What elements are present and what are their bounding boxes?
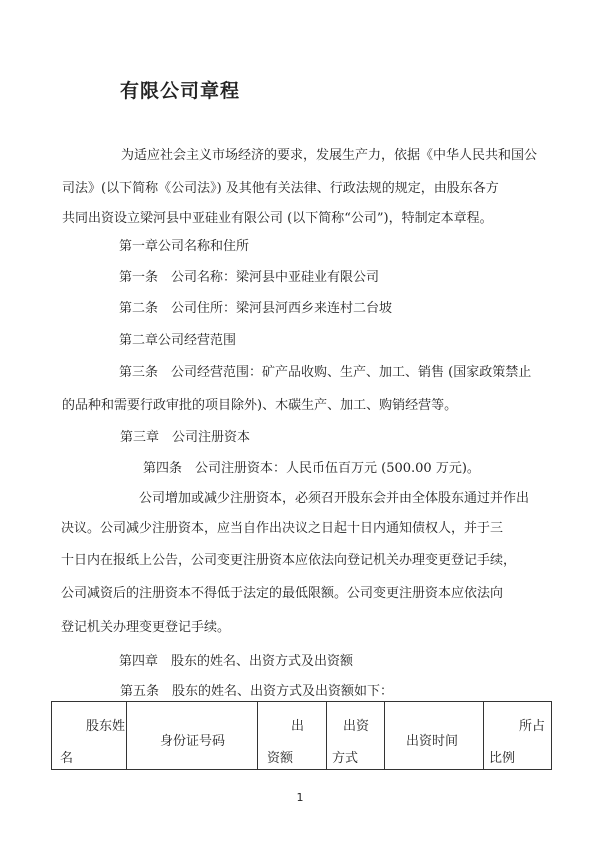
paragraph-line: 的品种和需要行政审批的项目除外)、木碳生产、加工、购销经营等。 <box>62 398 458 413</box>
paragraph-line: 共同出资设立梁河县中亚硅业有限公司 (以下简称“公司”)，特制定本章程。 <box>62 211 493 226</box>
table-header-cell: 身份证号码 <box>127 702 258 770</box>
article-line: 第五条 股东的姓名、出资方式及出资额如下： <box>120 684 394 699</box>
paragraph-line: 十日内在报纸上公告，公司变更注册资本应依法向登记机关办理变更登记手续， <box>61 553 517 568</box>
table-header-cell: 出资时间 <box>385 702 484 770</box>
table-header-row <box>52 702 552 770</box>
paragraph-line: 公司增加或减少注册资本，必须召开股东会并由全体股东通过并作出 <box>139 491 530 506</box>
chapter-heading: 第一章公司名称和住所 <box>119 239 250 254</box>
chapter-heading: 第四章 股东的姓名、出资方式及出资额 <box>119 654 354 669</box>
paragraph-line: 公司减资后的注册资本不得低于法定的最低限额。公司变更注册资本应依法向 <box>61 586 504 601</box>
table-header-cell: 出资 方式 <box>327 702 385 770</box>
paragraph-line: 决议。公司减少注册资本，应当自作出决议之日起十日内通知债权人，并于三 <box>61 521 504 536</box>
page-title: 有限公司章程 <box>120 80 241 102</box>
shareholder-table <box>51 701 551 770</box>
paragraph-line: 司法》(以下简称《公司法》) 及其他有关法律、行政法规的规定，由股东各方 <box>62 181 499 196</box>
paragraph-line: 登记机关办理变更登记手续。 <box>61 620 231 635</box>
chapter-heading: 第三章 公司注册资本 <box>120 430 251 445</box>
chapter-heading: 第二章公司经营范围 <box>119 333 237 348</box>
table-header-cell: 出 资额 <box>258 702 327 770</box>
table-header-cell: 所占 比例 <box>484 702 552 770</box>
paragraph-line: 为适应社会主义市场经济的要求，发展生产力，依据《中华人民共和国公 <box>121 148 538 163</box>
article-line: 第一条 公司名称：梁河县中亚硅业有限公司 <box>119 270 380 285</box>
table-header-cell: 股东姓 名 <box>52 702 127 770</box>
article-line: 第四条 公司注册资本：人民币伍百万元 (500.00 万元)。 <box>143 461 480 476</box>
article-line: 第二条 公司住所：梁河县河西乡来连村二台坡 <box>119 301 393 316</box>
article-line: 第三条 公司经营范围：矿产品收购、生产、加工、销售 (国家政策禁止 <box>119 365 532 380</box>
page-number: 1 <box>296 791 304 804</box>
